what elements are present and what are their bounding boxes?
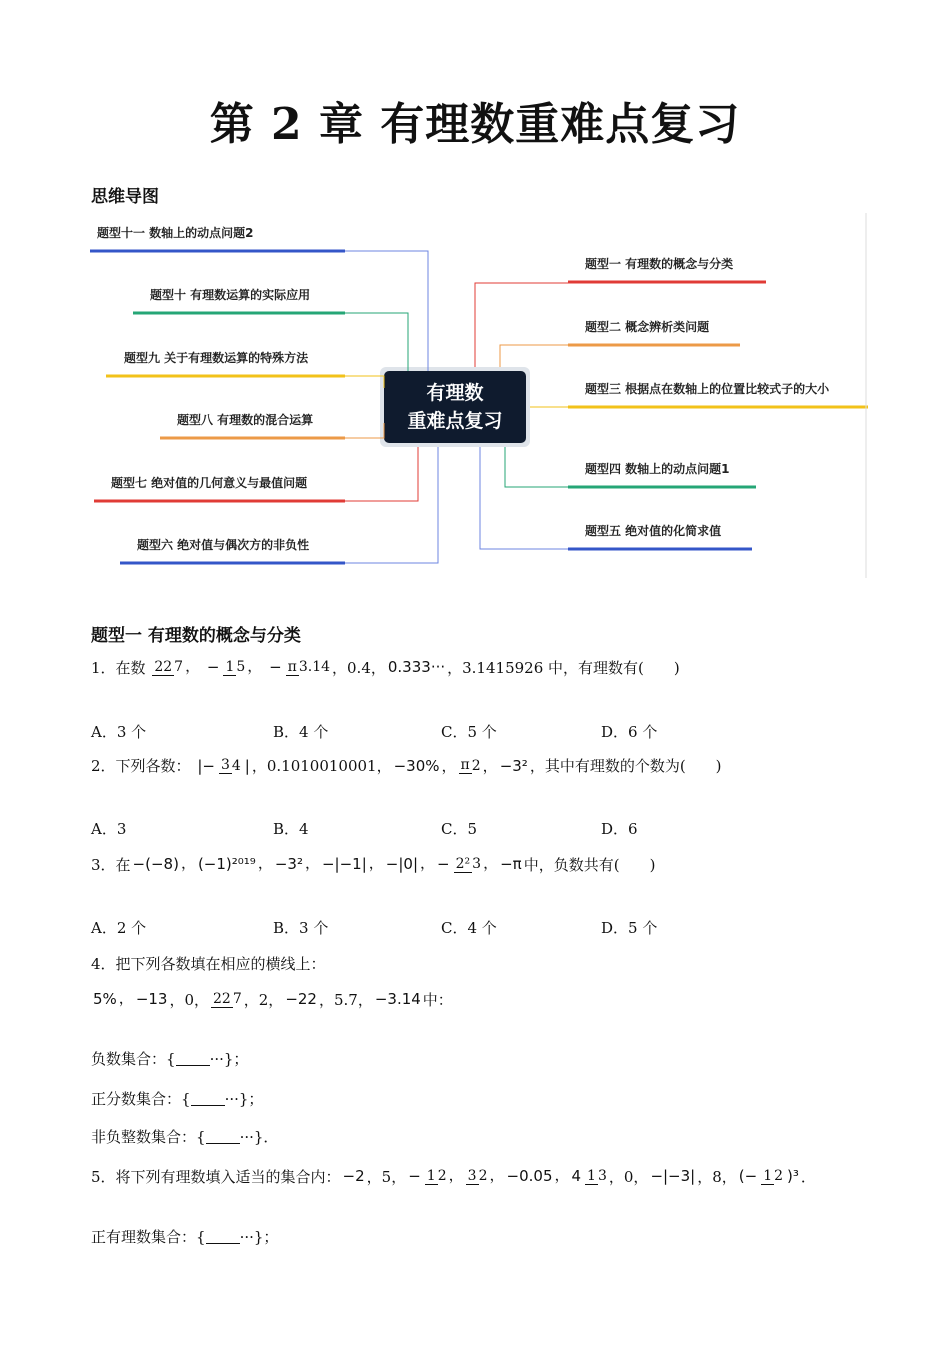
mindmap-topic-9: 题型九 关于有理数运算的特殊方法 [124, 351, 309, 365]
mindmap-center-line2: 重难点复习 [407, 410, 503, 432]
q2-option-c: C．5 [441, 820, 478, 838]
mindmap-topic-4: 题型四 数轴上的动点问题1 [585, 462, 730, 476]
mindmap-topic-6: 题型六 绝对值与偶次方的非负性 [137, 538, 310, 552]
q3-option-c: C．4 个 [441, 919, 497, 937]
q2-option-b: B．4 [273, 820, 309, 838]
question-4-prompt: 4．把下列各数填在相应的横线上： [91, 955, 326, 973]
q3-option-a: A．2 个 [91, 919, 147, 937]
mindmap-topic-1: 题型一 有理数的概念与分类 [585, 257, 734, 271]
mindmap-topic-8: 题型八 有理数的混合运算 [177, 413, 314, 427]
set-positive-fraction: 正分数集合：{ ···}； [91, 1089, 264, 1108]
mindmap-topic-10: 题型十 有理数运算的实际应用 [150, 288, 311, 302]
mindmap-heading: 思维导图 [91, 187, 159, 207]
answer-blank[interactable] [191, 1091, 225, 1106]
q3-option-b: B．3 个 [273, 919, 329, 937]
mindmap-topic-7: 题型七 绝对值的几何意义与最值问题 [111, 476, 308, 490]
section-heading-1: 题型一 有理数的概念与分类 [91, 626, 301, 646]
q1-option-b: B．4 个 [273, 723, 329, 741]
mindmap-topic-5: 题型五 绝对值的化简求值 [585, 524, 722, 538]
mindmap-right-branches [475, 213, 868, 578]
page-title: 第 2 章 有理数重难点复习 [209, 99, 741, 150]
answer-blank[interactable] [206, 1129, 240, 1144]
question-4-numbers: 5% ， −13 ，0， 22 7 ，2， −22 ，5.7， −3.14 中： [93, 989, 453, 1009]
set-positive-rational: 正有理数集合：{ ···}； [91, 1227, 279, 1246]
mindmap-topic-2: 题型二 概念辨析类问题 [585, 320, 710, 334]
answer-blank[interactable] [176, 1051, 210, 1066]
q1-option-a: A．3 个 [91, 723, 147, 741]
set-nonnegative-integer: 非负整数集合：{ ···}． [91, 1127, 279, 1146]
mindmap-center-line1: 有理数 [426, 382, 484, 404]
question-2: 2．下列各数： |− 3 4 | ，0.1010010001， −30% ， π 2 ， −3² ，其中有理数的个数为( ) [91, 756, 722, 775]
q3-option-d: D．5 个 [601, 919, 658, 937]
question-1: 1．在数 22 7 ， − 1 5 ， − π 3.14 ，0.4， 0.333··· ，3.1415926 中，有理数有( ) [91, 657, 680, 677]
mind-map [88, 213, 868, 578]
question-3: 3．在 −(−8) ， (−1)²⁰¹⁹ ， −3² ， −|−1| ， −|0| ， − 2² 3 ， −π 中，负数共有( ) [91, 854, 656, 874]
q2-option-a: A．3 [91, 820, 127, 838]
mindmap-topic-3: 题型三 根据点在数轴上的位置比较式子的大小 [585, 382, 830, 396]
answer-blank[interactable] [206, 1229, 240, 1244]
q1-option-c: C．5 个 [441, 723, 497, 741]
mindmap-topic-11: 题型十一 数轴上的动点问题2 [97, 226, 254, 240]
set-negative: 负数集合：{ ···}； [91, 1049, 249, 1068]
question-5: 5．将下列有理数填入适当的集合内： −2 ，5， − 1 2 ， 3 2 ， −0.05 ， 4 1 3 ，0， −|−3| ，8， (− 1 2 )³ ． [91, 1166, 816, 1186]
q2-option-d: D．6 [601, 820, 638, 838]
q1-option-d: D．6 个 [601, 723, 658, 741]
